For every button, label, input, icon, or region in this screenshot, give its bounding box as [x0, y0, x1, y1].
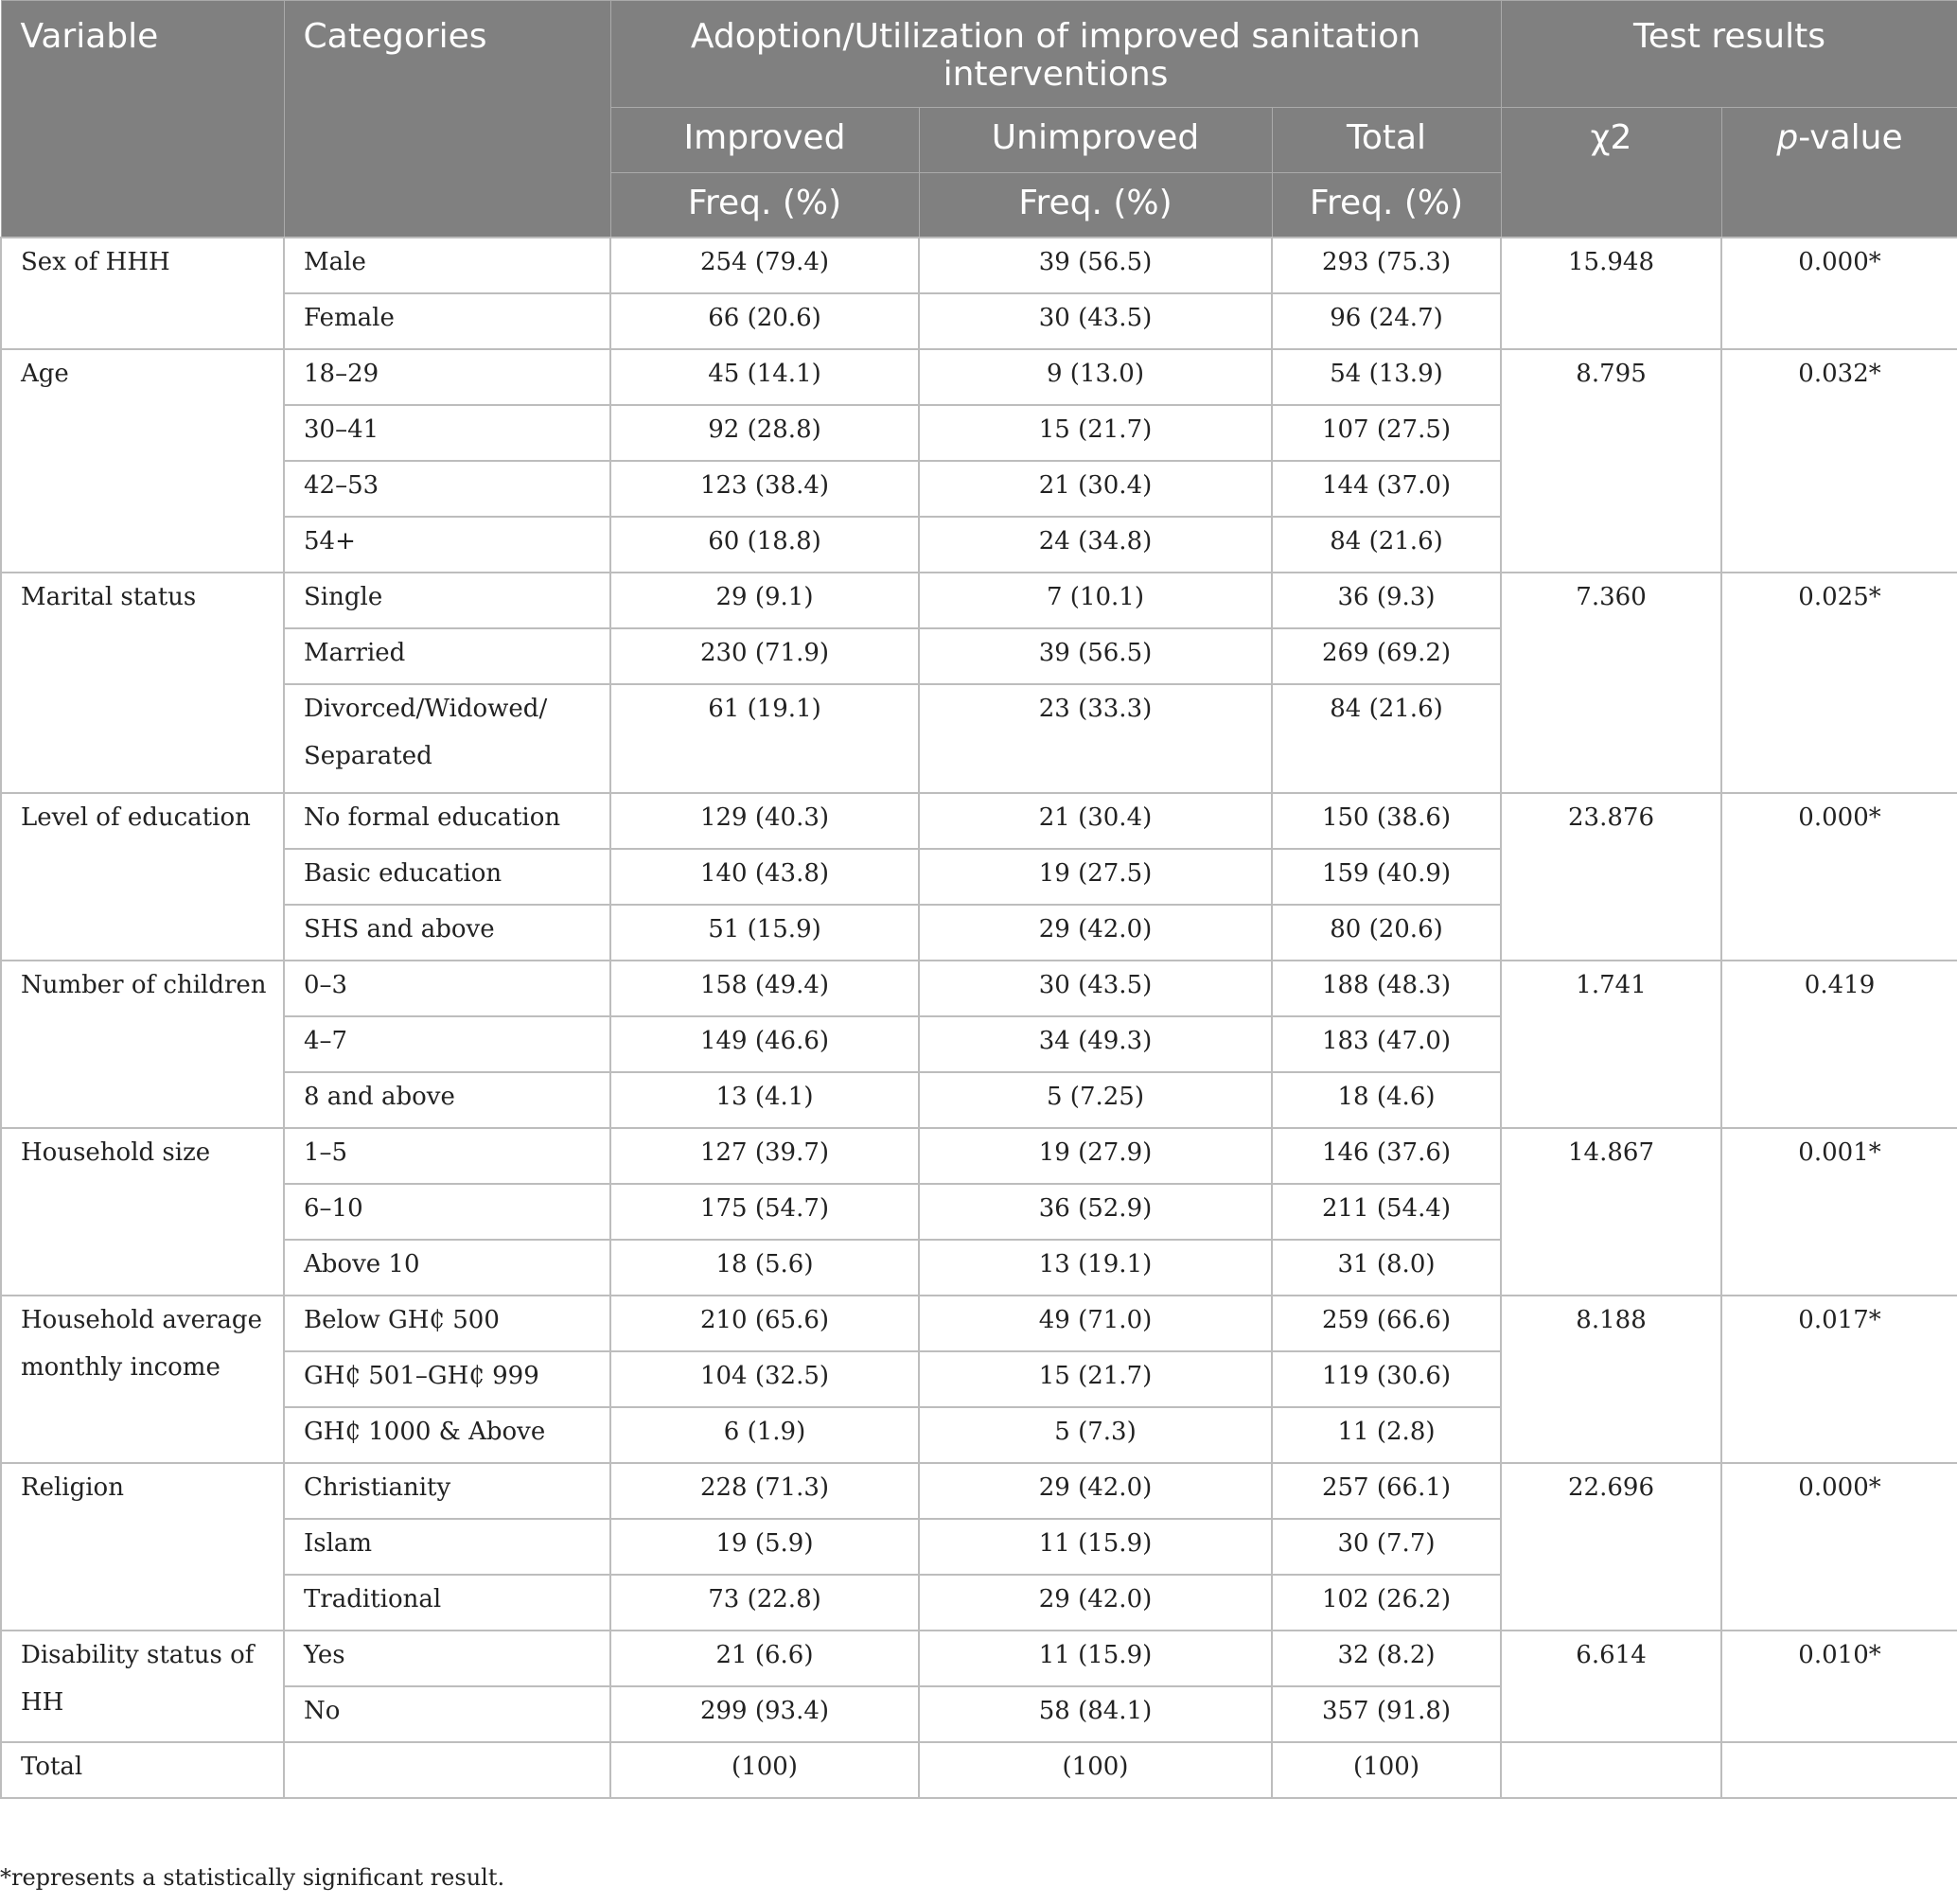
total-cell: 18 (4.6)	[1272, 1072, 1501, 1128]
header-variable: Variable	[1, 1, 284, 238]
improved-cell: 92 (28.8)	[610, 405, 919, 461]
unimproved-cell: 7 (10.1)	[919, 573, 1272, 628]
unimproved-cell: 5 (7.3)	[919, 1407, 1272, 1463]
chi2-cell: 15.948	[1501, 238, 1721, 349]
header-categories: Categories	[284, 1, 610, 238]
p-value-cell: 0.025*	[1721, 573, 1957, 793]
unimproved-cell: 11 (15.9)	[919, 1519, 1272, 1575]
chi2-cell: 23.876	[1501, 793, 1721, 961]
total-cell: 293 (75.3)	[1272, 238, 1501, 293]
improved-cell: 210 (65.6)	[610, 1296, 919, 1351]
improved-cell: 158 (49.4)	[610, 961, 919, 1016]
category-cell: No	[284, 1686, 610, 1742]
total-cell: 32 (8.2)	[1272, 1631, 1501, 1686]
total-cell: 211 (54.4)	[1272, 1184, 1501, 1240]
unimproved-cell: 15 (21.7)	[919, 405, 1272, 461]
category-cell: 0–3	[284, 961, 610, 1016]
total-cell: 102 (26.2)	[1272, 1575, 1501, 1631]
improved-cell: 19 (5.9)	[610, 1519, 919, 1575]
unimproved-cell: 29 (42.0)	[919, 1575, 1272, 1631]
unimproved-cell: 29 (42.0)	[919, 905, 1272, 961]
unimproved-cell: 11 (15.9)	[919, 1631, 1272, 1686]
category-cell: Traditional	[284, 1575, 610, 1631]
total-cell: 31 (8.0)	[1272, 1240, 1501, 1296]
improved-cell: 29 (9.1)	[610, 573, 919, 628]
header-freq-unimproved: Freq. (%)	[919, 173, 1272, 238]
table-row	[1, 349, 1957, 405]
unimproved-cell: 39 (56.5)	[919, 238, 1272, 293]
total-cell: 146 (37.6)	[1272, 1128, 1501, 1184]
total-cell: 84 (21.6)	[1272, 517, 1501, 573]
unimproved-cell: 29 (42.0)	[919, 1463, 1272, 1519]
variable-cell: Religion	[1, 1463, 284, 1631]
improved-cell: 18 (5.6)	[610, 1240, 919, 1296]
unimproved-cell: 24 (34.8)	[919, 517, 1272, 573]
improved-cell: 299 (93.4)	[610, 1686, 919, 1742]
variable-cell: Household average monthly income	[1, 1296, 284, 1463]
improved-cell: 73 (22.8)	[610, 1575, 919, 1631]
table-body	[1, 238, 1957, 1798]
category-cell: 6–10	[284, 1184, 610, 1240]
unimproved-cell: 49 (71.0)	[919, 1296, 1272, 1351]
total-cell: 159 (40.9)	[1272, 849, 1501, 905]
total-cell: 188 (48.3)	[1272, 961, 1501, 1016]
category-cell: Single	[284, 573, 610, 628]
total-cell: 259 (66.6)	[1272, 1296, 1501, 1351]
category-cell: 54+	[284, 517, 610, 573]
improved-cell: 254 (79.4)	[610, 238, 919, 293]
improved-cell: 21 (6.6)	[610, 1631, 919, 1686]
table-row	[1, 1296, 1957, 1351]
category-cell: Basic education	[284, 849, 610, 905]
header-adoption-group: Adoption/Utilization of improved sanitation interventions	[610, 1, 1501, 108]
unimproved-cell: (100)	[919, 1742, 1272, 1798]
category-cell: 4–7	[284, 1016, 610, 1072]
total-cell: 107 (27.5)	[1272, 405, 1501, 461]
category-cell: Below GH₵ 500	[284, 1296, 610, 1351]
total-cell: 150 (38.6)	[1272, 793, 1501, 849]
header-p-suffix: -value	[1798, 118, 1903, 157]
category-cell: 30–41	[284, 405, 610, 461]
improved-cell: 61 (19.1)	[610, 684, 919, 793]
header-chi2: χ2	[1501, 108, 1721, 238]
variable-cell: Sex of HHH	[1, 238, 284, 349]
improved-cell: 13 (4.1)	[610, 1072, 919, 1128]
improved-cell: 104 (32.5)	[610, 1351, 919, 1407]
category-cell: 42–53	[284, 461, 610, 517]
table-row	[1, 1463, 1957, 1519]
improved-cell: 60 (18.8)	[610, 517, 919, 573]
unimproved-cell: 36 (52.9)	[919, 1184, 1272, 1240]
category-cell: Islam	[284, 1519, 610, 1575]
chi2-cell: 8.188	[1501, 1296, 1721, 1463]
header-test-results: Test results	[1501, 1, 1957, 108]
header-improved: Improved	[610, 108, 919, 173]
unimproved-cell: 30 (43.5)	[919, 293, 1272, 349]
unimproved-cell: 58 (84.1)	[919, 1686, 1272, 1742]
category-cell: GH₵ 501–GH₵ 999	[284, 1351, 610, 1407]
category-cell: 18–29	[284, 349, 610, 405]
unimproved-cell: 9 (13.0)	[919, 349, 1272, 405]
improved-cell: 129 (40.3)	[610, 793, 919, 849]
total-cell: 357 (91.8)	[1272, 1686, 1501, 1742]
total-cell: 144 (37.0)	[1272, 461, 1501, 517]
unimproved-cell: 15 (21.7)	[919, 1351, 1272, 1407]
variable-cell: Household size	[1, 1128, 284, 1296]
p-value-cell: 0.419	[1721, 961, 1957, 1128]
table-row	[1, 1631, 1957, 1686]
unimproved-cell: 23 (33.3)	[919, 684, 1272, 793]
category-cell: Above 10	[284, 1240, 610, 1296]
variable-cell: Disability status of HH	[1, 1631, 284, 1742]
unimproved-cell: 13 (19.1)	[919, 1240, 1272, 1296]
improved-cell: 51 (15.9)	[610, 905, 919, 961]
p-value-cell: 0.001*	[1721, 1128, 1957, 1296]
improved-cell: 149 (46.6)	[610, 1016, 919, 1072]
category-cell: Married	[284, 628, 610, 684]
variable-cell: Number of children	[1, 961, 284, 1128]
chi2-cell: 7.360	[1501, 573, 1721, 793]
total-cell: 36 (9.3)	[1272, 573, 1501, 628]
total-cell: 257 (66.1)	[1272, 1463, 1501, 1519]
improved-cell: (100)	[610, 1742, 919, 1798]
table-row	[1, 1128, 1957, 1184]
chi2-cell: 6.614	[1501, 1631, 1721, 1742]
improved-cell: 127 (39.7)	[610, 1128, 919, 1184]
category-cell: No formal education	[284, 793, 610, 849]
footnote: *represents a statistically significant result.	[0, 1864, 505, 1891]
unimproved-cell: 30 (43.5)	[919, 961, 1272, 1016]
table-row	[1, 573, 1957, 628]
total-cell: 84 (21.6)	[1272, 684, 1501, 793]
p-value-cell: 0.000*	[1721, 238, 1957, 349]
improved-cell: 228 (71.3)	[610, 1463, 919, 1519]
chi2-cell	[1501, 1742, 1721, 1798]
total-cell: 119 (30.6)	[1272, 1351, 1501, 1407]
category-cell: Divorced/Widowed/ Separated	[284, 684, 610, 793]
category-cell: Male	[284, 238, 610, 293]
table-row	[1, 793, 1957, 849]
table-row	[1, 1742, 1957, 1798]
variable-cell: Level of education	[1, 793, 284, 961]
chi2-cell: 22.696	[1501, 1463, 1721, 1631]
unimproved-cell: 21 (30.4)	[919, 461, 1272, 517]
chi2-cell: 1.741	[1501, 961, 1721, 1128]
table-row	[1, 961, 1957, 1016]
unimproved-cell: 5 (7.25)	[919, 1072, 1272, 1128]
p-value-cell: 0.017*	[1721, 1296, 1957, 1463]
category-cell	[284, 1742, 610, 1798]
p-value-cell: 0.010*	[1721, 1631, 1957, 1742]
improved-cell: 175 (54.7)	[610, 1184, 919, 1240]
total-cell: 11 (2.8)	[1272, 1407, 1501, 1463]
category-cell: SHS and above	[284, 905, 610, 961]
category-cell: Yes	[284, 1631, 610, 1686]
header-p-value	[1721, 108, 1957, 238]
improved-cell: 6 (1.9)	[610, 1407, 919, 1463]
total-cell: (100)	[1272, 1742, 1501, 1798]
unimproved-cell: 19 (27.5)	[919, 849, 1272, 905]
p-value-cell	[1721, 1742, 1957, 1798]
category-cell: Female	[284, 293, 610, 349]
category-cell: 8 and above	[284, 1072, 610, 1128]
unimproved-cell: 21 (30.4)	[919, 793, 1272, 849]
total-cell: 96 (24.7)	[1272, 293, 1501, 349]
total-cell: 269 (69.2)	[1272, 628, 1501, 684]
header-freq-improved: Freq. (%)	[610, 173, 919, 238]
p-value-cell: 0.032*	[1721, 349, 1957, 573]
table-row	[1, 238, 1957, 293]
chi2-cell: 14.867	[1501, 1128, 1721, 1296]
category-cell: GH₵ 1000 & Above	[284, 1407, 610, 1463]
improved-cell: 45 (14.1)	[610, 349, 919, 405]
category-cell: 1–5	[284, 1128, 610, 1184]
variable-cell: Age	[1, 349, 284, 573]
header-unimproved: Unimproved	[919, 108, 1272, 173]
unimproved-cell: 39 (56.5)	[919, 628, 1272, 684]
p-value-cell: 0.000*	[1721, 1463, 1957, 1631]
total-cell: 54 (13.9)	[1272, 349, 1501, 405]
header-p-letter: p	[1776, 118, 1799, 157]
improved-cell: 230 (71.9)	[610, 628, 919, 684]
total-cell: 80 (20.6)	[1272, 905, 1501, 961]
chi2-cell: 8.795	[1501, 349, 1721, 573]
improved-cell: 123 (38.4)	[610, 461, 919, 517]
category-cell: Christianity	[284, 1463, 610, 1519]
improved-cell: 66 (20.6)	[610, 293, 919, 349]
p-value-cell: 0.000*	[1721, 793, 1957, 961]
header-total: Total	[1272, 108, 1501, 173]
total-cell: 183 (47.0)	[1272, 1016, 1501, 1072]
unimproved-cell: 34 (49.3)	[919, 1016, 1272, 1072]
improved-cell: 140 (43.8)	[610, 849, 919, 905]
variable-cell: Marital status	[1, 573, 284, 793]
total-cell: 30 (7.7)	[1272, 1519, 1501, 1575]
unimproved-cell: 19 (27.9)	[919, 1128, 1272, 1184]
table-header	[1, 1, 1957, 238]
header-freq-total: Freq. (%)	[1272, 173, 1501, 238]
variable-cell: Total	[1, 1742, 284, 1798]
